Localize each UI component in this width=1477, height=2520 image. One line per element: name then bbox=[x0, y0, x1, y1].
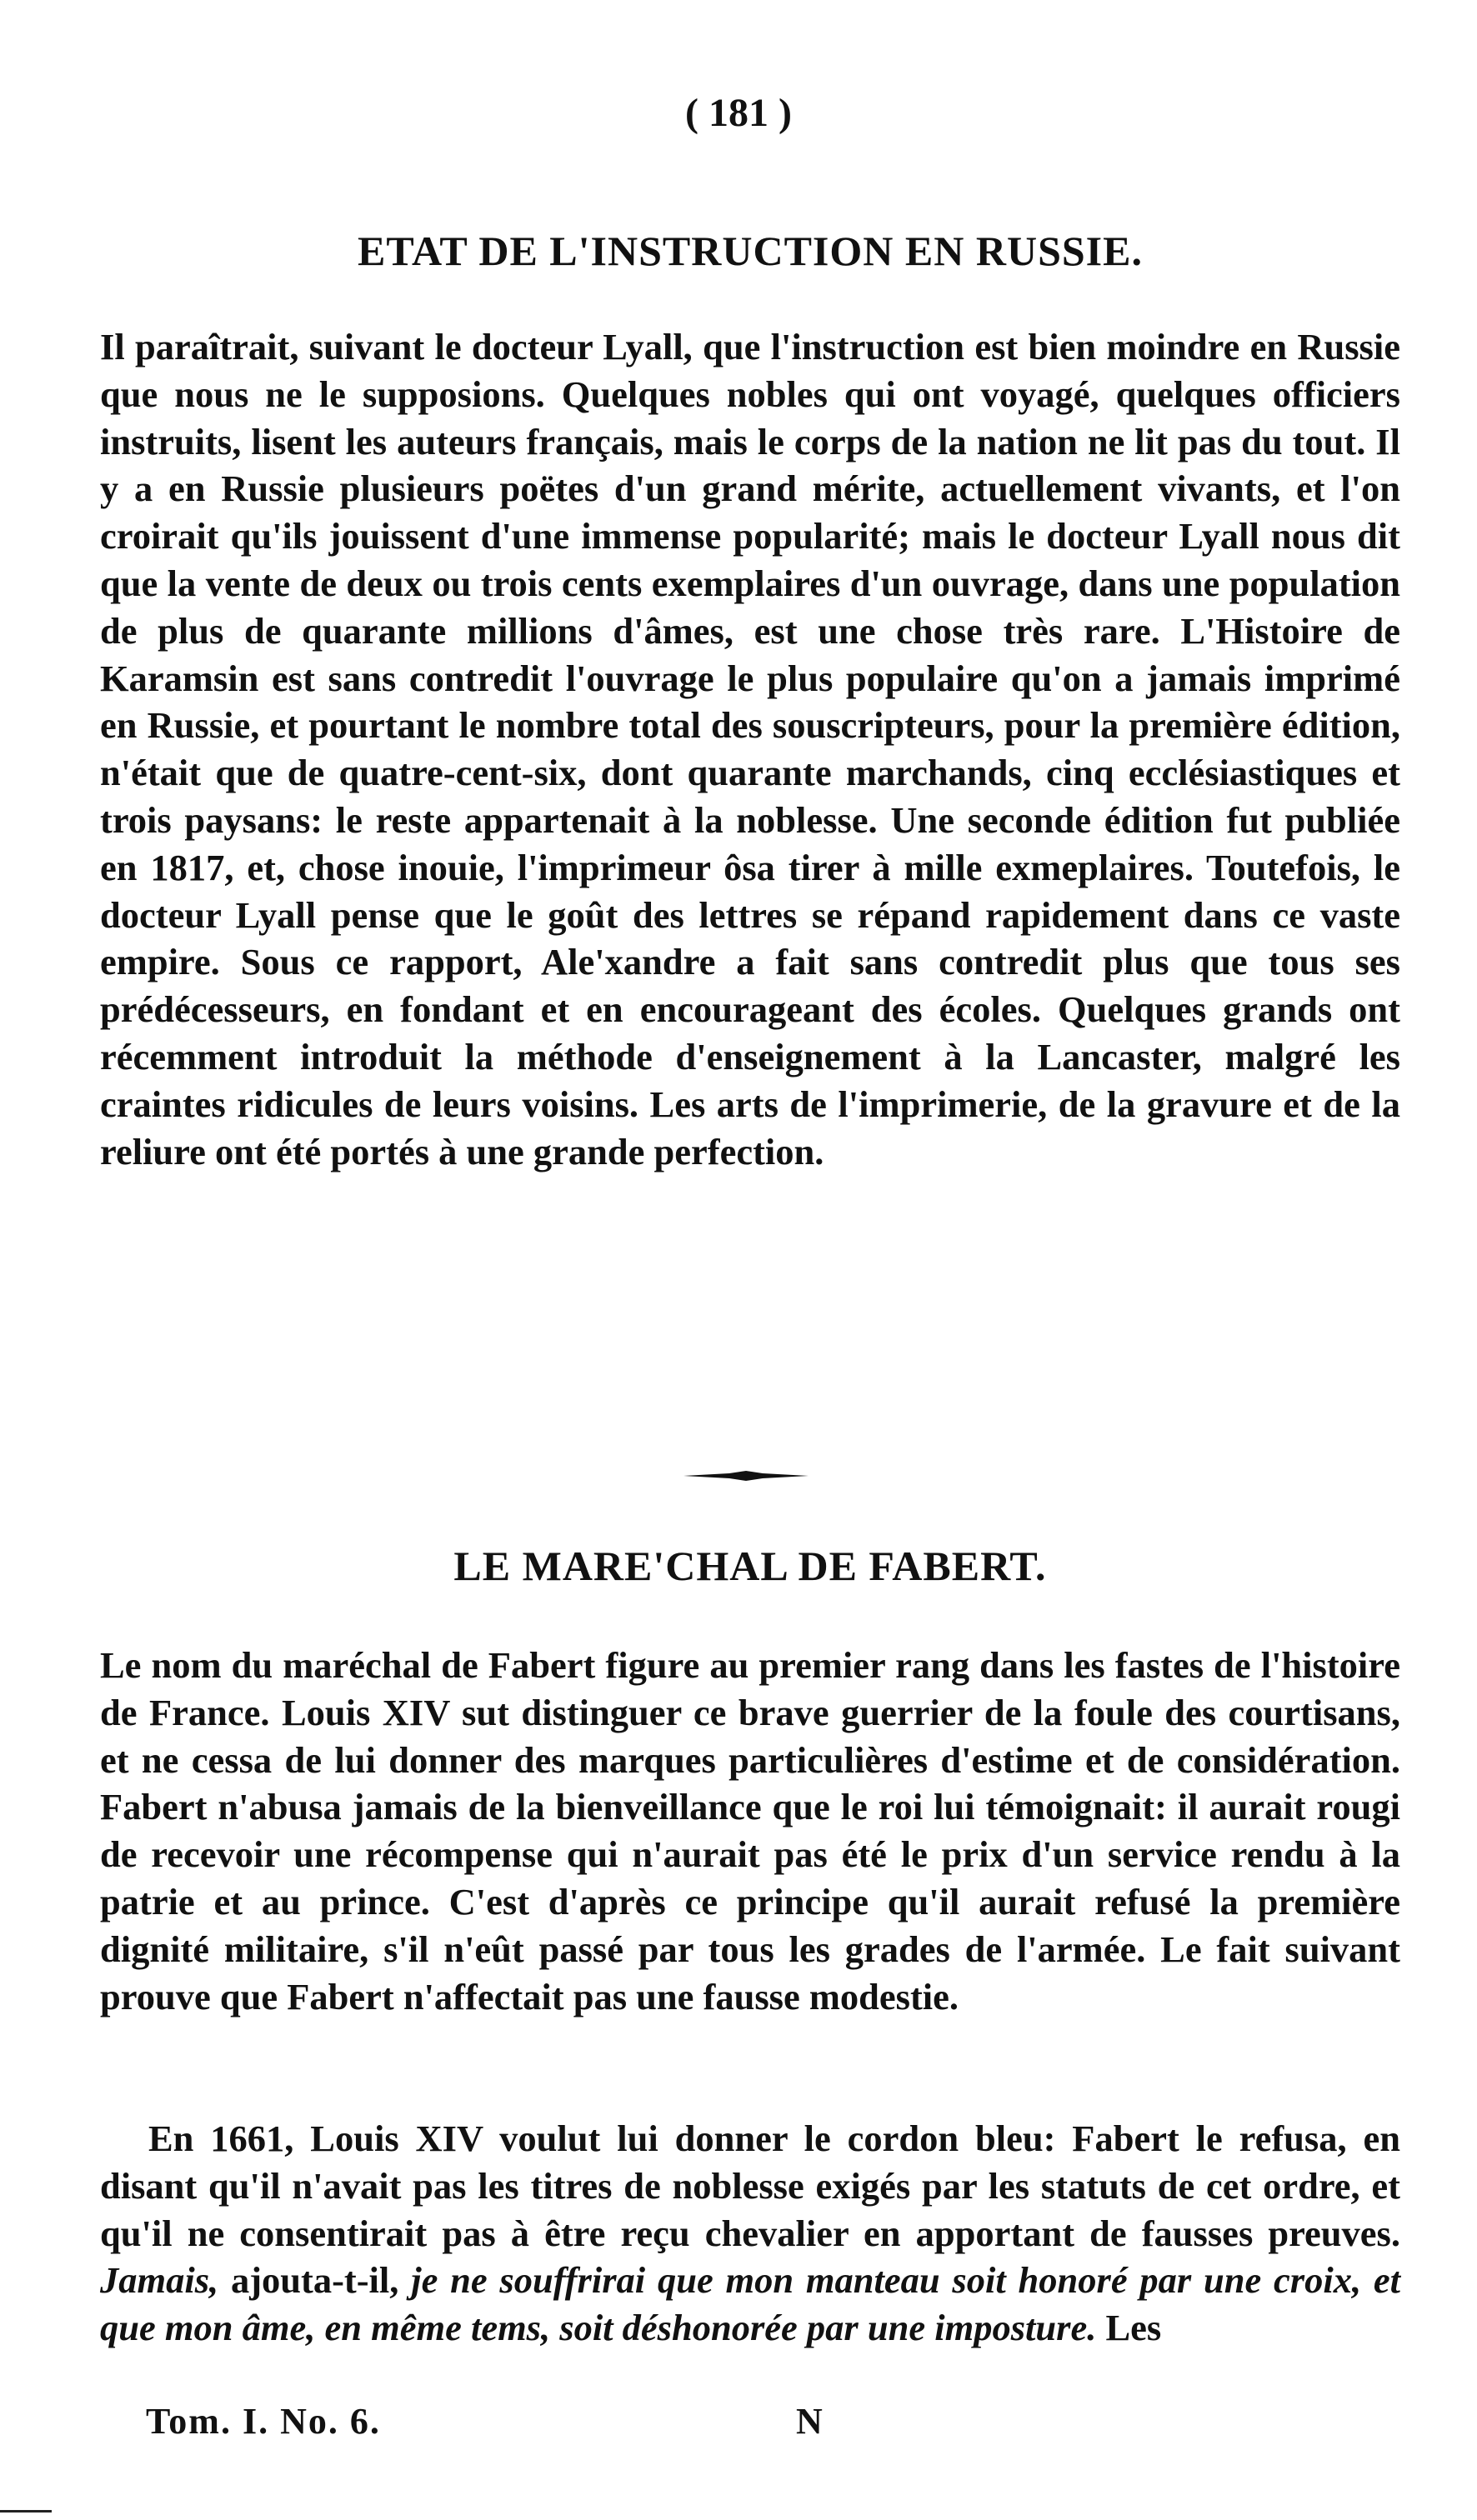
signature-mark: Tom. I. No. 6. bbox=[146, 2401, 381, 2442]
section-title-fabert: LE MARE'CHAL DE FABERT. bbox=[453, 1542, 1047, 1589]
gathering-letter: N bbox=[796, 2401, 823, 2442]
paragraph-fabert-2-text: En 1661, Louis XIV voulut lui donner le cordon bleu: Fabert le refusa, en disant qu'il n'avait pas les titres de noblesse exigés par les statuts de cet ordre, et qu'il ne consentirait pas à être reçu chevalier en apportant de fausses preuves. bbox=[100, 2118, 1400, 2254]
quote-fabert: je ne souffrirai que mon manteau soit honoré par une croix, et que mon âme, en même tems, soit déshonorée par une imposture. bbox=[100, 2259, 1400, 2349]
section-title-instruction: ETAT DE L'INSTRUCTION EN RUSSIE. bbox=[358, 228, 1143, 274]
paragraph-instruction: Il paraîtrait, suivant le docteur Lyall, que l'instruction est bien moindre en Russie que nous ne le supposions. Quelques nobles qui ont voyagé, quelques officiers instruits, lisent les auteurs français, mais le corps de la nation ne lit pas du tout. Il y a en Russie plusieurs poëtes d'un grand mérite, actuellement vivants, et l'on croirait qu'ils jouissent d'une immense popularité; mais le docteur Lyall nous dit que la vente de deux ou trois cents exemplaires d'un ouvrage, dans une population de plus de quarante millions d'âmes, est une chose très rare. L'Histoire de Karamsin est sans contredit l'ouvrage le plus populaire qu'on a jamais imprimé en Russie, et pourtant le nombre total des souscripteurs, pour la première édition, n'était que de quatre-cent-six, dont quarante marchands, cinq ecclésiastiques et trois paysans: le reste appartenait à la noblesse. Une seconde édition fut publiée en 1817, et, chose inouie, l'imprimeur ôsa tirer à mille exmeplaires. Toutefois, le docteur Lyall pense que le goût des lettres se répand rapidement dans ce vaste empire. Sous ce rapport, Ale'xandre a fait sans contredit plus que tous ses prédécesseurs, en fondant et en encourageant des écoles. Quelques grands ont récemment introduit la méthode d'enseignement à la Lancaster, malgré les craintes ridicules de leurs voisins. Les arts de l'imprimerie, de la gravure et de la reliure ont été portés à une grande perfection. bbox=[100, 326, 1400, 1172]
quote-jamais: Jamais, bbox=[100, 2259, 219, 2302]
scan-edge-rule bbox=[0, 2510, 52, 2512]
paragraph-fabert-2-ajouta: ajouta-t-il, bbox=[218, 2259, 412, 2302]
paragraph-fabert-2 bbox=[100, 2115, 1400, 2352]
paragraph-fabert-1: Le nom du maréchal de Fabert figure au premier rang dans les fastes de l'histoire de France. Louis XIV sut distinguer ce brave guerrier de la foule des courtisans, et ne cessa de lui donner des marques particulières d'estime et de considération. Fabert n'abusa jamais de la bienveillance que le roi lui témoignait: il aurait rougi de recevoir une récompense qui n'aurait pas été le prix d'un service rendu à la patrie et au prince. C'est d'après ce principe qu'il aurait refusé la première dignité militaire, s'il n'eût passé par tous les grades de l'armée. Le fait suivant prouve que Fabert n'affectait pas une fausse modestie. bbox=[100, 1644, 1400, 2018]
ornament-divider bbox=[683, 1471, 809, 1481]
paragraph-fabert-2-tail: Les bbox=[1096, 2307, 1162, 2349]
page-number: ( 181 ) bbox=[685, 91, 792, 135]
